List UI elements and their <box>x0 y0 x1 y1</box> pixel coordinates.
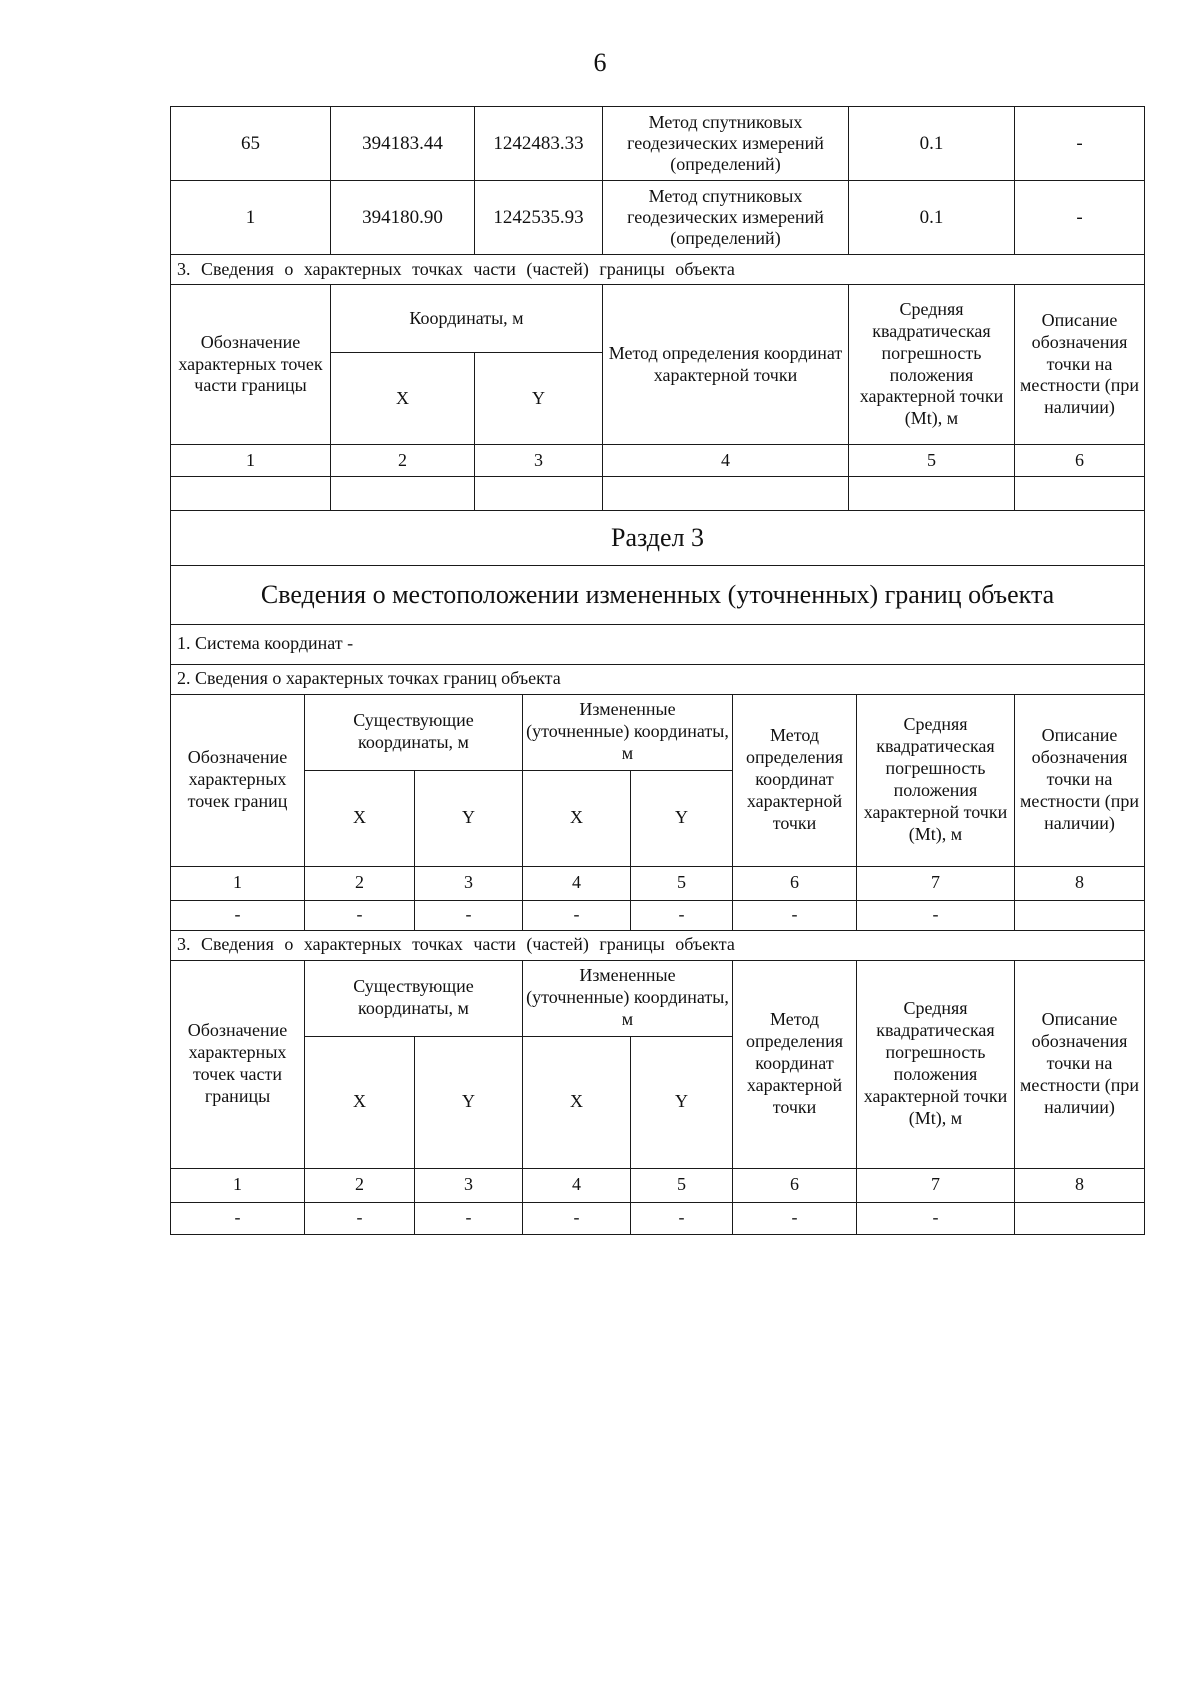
y-coordinate-cell: 1242535.93 <box>475 181 603 255</box>
coordinate-system: 1. Система координат - <box>171 624 1145 664</box>
column-number-row <box>171 1168 1145 1202</box>
empty-cell <box>475 477 603 511</box>
column-number: 3 <box>475 445 603 477</box>
column-header: Существующие координаты, м <box>305 960 523 1036</box>
x-changed-cell: - <box>523 900 631 930</box>
point-id-cell: - <box>171 1202 305 1234</box>
column-number-row <box>171 866 1145 900</box>
column-header: Измененные (уточненные) координаты, м <box>523 694 733 770</box>
column-number: 4 <box>523 1168 631 1202</box>
x-changed-cell: - <box>523 1202 631 1234</box>
table-row <box>171 107 1145 181</box>
method-cell: Метод спутниковых геодезических измерений (определений) <box>603 107 849 181</box>
column-number: 8 <box>1015 866 1145 900</box>
column-header: Y <box>631 1036 733 1168</box>
column-number: 5 <box>849 445 1015 477</box>
method-cell: Метод спутниковых геодезических измерений (определений) <box>603 181 849 255</box>
column-header: Y <box>415 1036 523 1168</box>
section-subtitle: Сведения о местоположении измененных (уточненных) границ объекта <box>171 565 1145 624</box>
column-number: 3 <box>415 866 523 900</box>
column-header: Средняя квадратическая погрешность положения характерной точки (Mt), м <box>849 285 1015 445</box>
column-header: X <box>305 770 415 866</box>
x-coordinate-cell: 394183.44 <box>331 107 475 181</box>
column-header: X <box>305 1036 415 1168</box>
table-row <box>171 624 1145 664</box>
section-title: Раздел 3 <box>171 510 1145 565</box>
column-number: 6 <box>733 1168 857 1202</box>
column-header: Y <box>415 770 523 866</box>
x-coordinate-cell: 394180.90 <box>331 181 475 255</box>
column-header: Метод определения координат характерной точки <box>733 960 857 1168</box>
description-cell: - <box>1015 107 1145 181</box>
x-existing-cell: - <box>305 1202 415 1234</box>
column-header: Описание обозначения точки на местности (при наличии) <box>1015 694 1145 866</box>
table-row <box>171 930 1145 960</box>
column-number: 5 <box>631 1168 733 1202</box>
column-number: 6 <box>733 866 857 900</box>
page-number: 6 <box>593 48 607 77</box>
section3-table <box>170 510 1145 1235</box>
y-existing-cell: - <box>415 900 523 930</box>
table-row <box>171 664 1145 694</box>
column-number: 2 <box>305 866 415 900</box>
column-header: Описание обозначения точки на местности (при наличии) <box>1015 285 1145 445</box>
table-row <box>171 900 1145 930</box>
empty-cell <box>849 477 1015 511</box>
column-header: Средняя квадратическая погрешность положения характерной точки (Mt), м <box>857 694 1015 866</box>
column-number: 3 <box>415 1168 523 1202</box>
column-number: 7 <box>857 866 1015 900</box>
table-row <box>171 255 1145 285</box>
column-header: Обозначение характерных точек части границы <box>171 285 331 445</box>
mt-cell: - <box>857 900 1015 930</box>
mt-cell: - <box>857 1202 1015 1234</box>
point-id-cell: - <box>171 900 305 930</box>
column-header: Средняя квадратическая погрешность положения характерной точки (Mt), м <box>857 960 1015 1168</box>
table-row <box>171 510 1145 565</box>
column-header: Обозначение характерных точек части границы <box>171 960 305 1168</box>
column-header: Измененные (уточненные) координаты, м <box>523 960 733 1036</box>
y-changed-cell: - <box>631 1202 733 1234</box>
mt-cell: 0.1 <box>849 107 1015 181</box>
table-row <box>171 1202 1145 1234</box>
document-sheet <box>170 106 1144 1235</box>
description-cell <box>1015 900 1145 930</box>
column-number: 7 <box>857 1168 1015 1202</box>
description-cell: - <box>1015 181 1145 255</box>
column-number: 8 <box>1015 1168 1145 1202</box>
column-header: Метод определения координат характерной точки <box>603 285 849 445</box>
empty-cell <box>1015 477 1145 511</box>
y-changed-cell: - <box>631 900 733 930</box>
method-cell: - <box>733 1202 857 1234</box>
column-number: 1 <box>171 445 331 477</box>
column-header: X <box>331 353 475 445</box>
mt-cell: 0.1 <box>849 181 1015 255</box>
table-header-row <box>171 285 1145 353</box>
method-cell: - <box>733 900 857 930</box>
column-number: 1 <box>171 1168 305 1202</box>
table-row <box>171 477 1145 511</box>
column-header: Обозначение характерных точек границ <box>171 694 305 866</box>
column-header: Метод определения координат характерной точки <box>733 694 857 866</box>
empty-cell <box>603 477 849 511</box>
table-header-row <box>171 960 1145 1036</box>
column-header: Y <box>475 353 603 445</box>
table-row <box>171 181 1145 255</box>
column-number: 2 <box>331 445 475 477</box>
y-coordinate-cell: 1242483.33 <box>475 107 603 181</box>
y-existing-cell: - <box>415 1202 523 1234</box>
column-header: Описание обозначения точки на местности (при наличии) <box>1015 960 1145 1168</box>
section-heading: 2. Сведения о характерных точках границ объекта <box>171 664 1145 694</box>
column-number-row <box>171 445 1145 477</box>
empty-cell <box>331 477 475 511</box>
column-number: 6 <box>1015 445 1145 477</box>
column-number: 2 <box>305 1168 415 1202</box>
column-header: Существующие координаты, м <box>305 694 523 770</box>
column-number: 4 <box>603 445 849 477</box>
column-header: Y <box>631 770 733 866</box>
column-header: Координаты, м <box>331 285 603 353</box>
column-number: 4 <box>523 866 631 900</box>
boundary-points-continuation-table <box>170 106 1145 511</box>
column-number: 1 <box>171 866 305 900</box>
section-heading: 3. Сведения о характерных точках части (частей) границы объекта <box>171 255 1145 285</box>
empty-cell <box>171 477 331 511</box>
section-heading: 3. Сведения о характерных точках части (частей) границы объекта <box>171 930 1145 960</box>
x-existing-cell: - <box>305 900 415 930</box>
point-id-cell: 65 <box>171 107 331 181</box>
point-id-cell: 1 <box>171 181 331 255</box>
column-header: X <box>523 1036 631 1168</box>
description-cell <box>1015 1202 1145 1234</box>
table-header-row <box>171 694 1145 770</box>
table-row <box>171 565 1145 624</box>
column-header: X <box>523 770 631 866</box>
column-number: 5 <box>631 866 733 900</box>
